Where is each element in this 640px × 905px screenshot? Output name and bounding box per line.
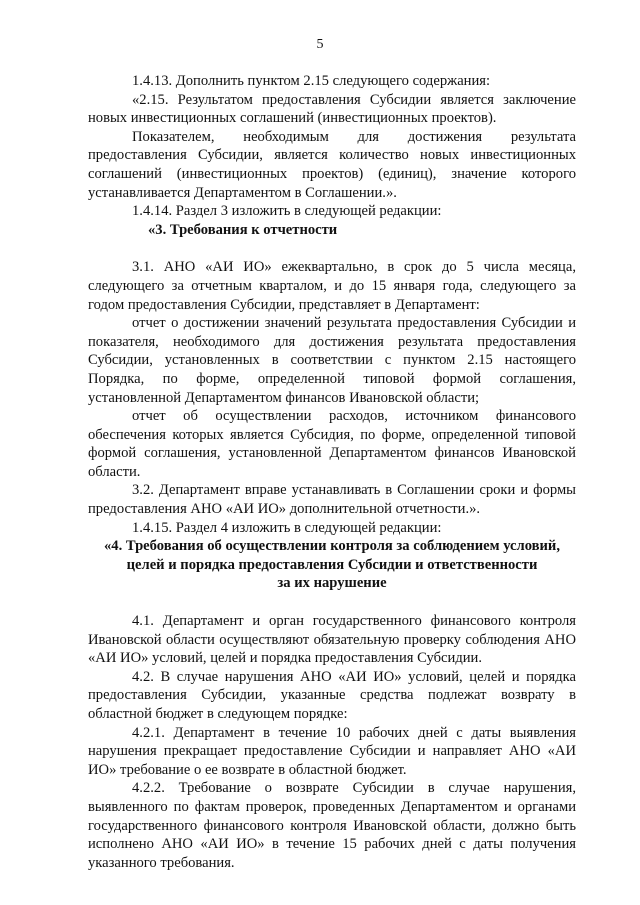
- page-number: 5: [316, 37, 324, 52]
- paragraph-report-expenses: отчет об осуществлении расходов, источником финансового обеспечения которых является Субсидия, по форме, определенной типовой формой соглашения, установленной Департаментом финансов Ивановской области.: [88, 408, 576, 480]
- paragraph-1-4-13: 1.4.13. Дополнить пунктом 2.15 следующего содержания:: [132, 73, 491, 89]
- paragraph-3-1: 3.1. АНО «АИ ИО» ежеквартально, в срок до 5 числа месяца, следующего за отчетным кварталом, и до 15 января года, следующего за годом предоставления Субсидии, представляет в Департамент:: [88, 259, 576, 313]
- section-4-heading-line-3: за их нарушение: [277, 575, 387, 592]
- section-3-heading: «3. Требования к отчетности: [148, 221, 338, 238]
- paragraph-4-2-2: 4.2.2. Требование о возврате Субсидии в случае нарушения, выявленного по фактам проверок, проведенных Департаментом и органами государственного финансового контроля Ивановской области, должно быть исполнено АНО «АИ ИО» в течение 15 рабочих дней с даты получения указанного требования.: [88, 780, 576, 871]
- document-body: [88, 72, 576, 872]
- paragraph-3-2: 3.2. Департамент вправе устанавливать в Соглашении сроки и формы предоставления АНО «АИ ИО» дополнительной отчетности.».: [88, 482, 576, 518]
- paragraph-1-4-15: 1.4.15. Раздел 4 изложить в следующей редакции:: [132, 519, 442, 536]
- paragraph-4-1: 4.1. Департамент и орган государственного финансового контроля Ивановской области осуществляют обязательную проверку соблюдения АНО «АИ ИО» условий, целей и порядка предоставления Субсидии.: [88, 613, 576, 667]
- paragraph-4-2-1: 4.2.1. Департамент в течение 10 рабочих дней с даты выявления нарушения прекращает предоставление Субсидии и направляет АНО «АИ ИО» требование о ее возврате в областной бюджет.: [88, 724, 576, 778]
- section-4-heading-line-1: «4. Требования об осуществлении контроля за соблюдением условий,: [104, 538, 560, 555]
- section-4-heading: [88, 537, 576, 593]
- section-4-heading-line-2: целей и порядка предоставления Субсидии и ответственности: [126, 556, 538, 573]
- paragraph-2-15: «2.15. Результатом предоставления Субсидии является заключение новых инвестиционных соглашений (инвестиционных проектов).: [88, 91, 576, 127]
- paragraph-4-2: 4.2. В случае нарушения АНО «АИ ИО» условий, целей и порядка предоставления Субсидии, указанные средства подлежат возврату в областной бюджет в следующем порядке:: [88, 668, 576, 722]
- paragraph-1-4-14: 1.4.14. Раздел 3 изложить в следующей редакции:: [132, 203, 442, 220]
- paragraph-report-results: отчет о достижении значений результата предоставления Субсидии и показателя, необходимого для достижения результата предоставления Субсидии, установленных в соответствии с пунктом 2.15 настоящего Порядка, по форме, определенной типовой формой соглашения, установленной Департаментом финансов Ивановской области;: [88, 315, 576, 406]
- paragraph-indicator: Показателем, необходимым для достижения результата предоставления Субсидии, является количество новых инвестиционных соглашений (инвестиционных проектов) (единиц), значение которого устанавливается Департаментом в Соглашении.».: [88, 128, 576, 201]
